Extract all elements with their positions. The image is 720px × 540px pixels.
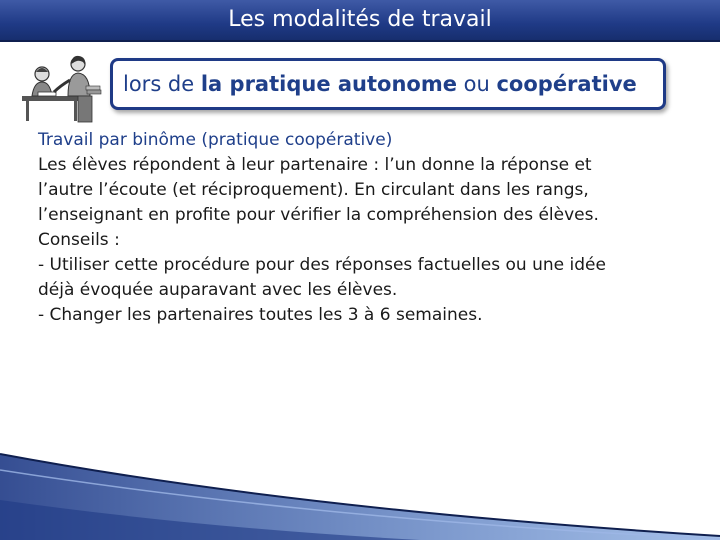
bottom-decoration (0, 440, 720, 540)
text-line: l’autre l’écoute (et réciproquement). En circulant dans les rangs, (38, 180, 589, 200)
text-line: l’enseignant en profite pour vérifier la compréhension des élèves. (38, 205, 599, 225)
section-heading: Travail par binôme (pratique coopérative) (38, 130, 393, 150)
text-line: - Changer les partenaires toutes les 3 à 6 semaines. (38, 305, 483, 325)
teacher-student-illustration (20, 52, 112, 124)
text-line: - Utiliser cette procédure pour des réponses factuelles ou une idée (38, 255, 606, 275)
slide-title: Les modalités de travail (0, 0, 720, 42)
text-line: Les élèves répondent à leur partenaire : l’un donne la réponse et (38, 155, 592, 175)
subtitle-part-1: lors de (123, 72, 201, 96)
body-text (38, 128, 698, 328)
subtitle-box (110, 58, 666, 110)
subtitle-part-3: ou (456, 72, 497, 96)
subtitle-part-4: coopérative (496, 72, 637, 96)
text-line: Conseils : (38, 230, 120, 250)
subtitle-part-2: la pratique autonome (200, 72, 457, 96)
text-line: déjà évoquée auparavant avec les élèves. (38, 280, 398, 300)
